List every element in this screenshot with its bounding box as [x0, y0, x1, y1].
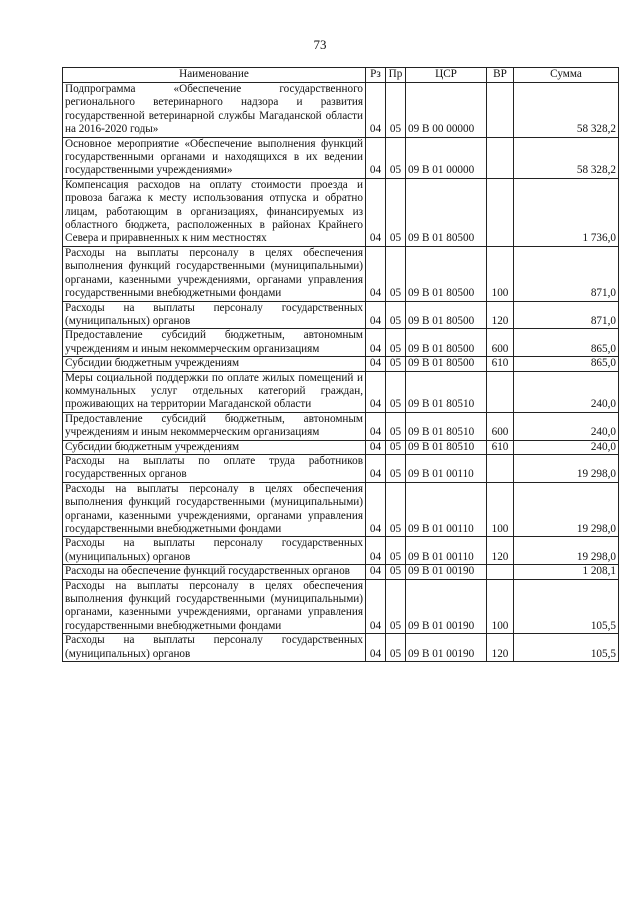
row-csr-cell: 09 В 01 80500: [406, 178, 487, 246]
row-sum-cell: 19 298,0: [514, 537, 619, 565]
row-vr-cell: 120: [487, 537, 514, 565]
row-rz-cell: 04: [366, 537, 386, 565]
table-row: [63, 329, 619, 357]
row-rz-cell: 04: [366, 579, 386, 634]
table-row: [63, 454, 619, 482]
row-csr-cell: 09 В 01 00000: [406, 137, 487, 178]
row-pr-cell: 05: [386, 482, 406, 537]
row-vr-cell: 610: [487, 440, 514, 454]
row-rz-cell: 04: [366, 454, 386, 482]
row-rz-cell: 04: [366, 246, 386, 301]
row-rz-cell: 04: [366, 634, 386, 662]
row-csr-cell: 09 В 01 00190: [406, 565, 487, 579]
row-rz-cell: 04: [366, 440, 386, 454]
row-sum-cell: 1 208,1: [514, 565, 619, 579]
row-rz-cell: 04: [366, 371, 386, 412]
row-vr-cell: 600: [487, 412, 514, 440]
table-row: [63, 178, 619, 246]
row-name-cell: Расходы на выплаты персоналу в целях обеспечения выполнения функций государственными (муниципальными) органами, казенными учреждениями, органами управления государственными внебюджетными фондами: [63, 246, 366, 301]
row-sum-cell: 58 328,2: [514, 137, 619, 178]
table-row: [63, 634, 619, 662]
table-row: [63, 537, 619, 565]
row-rz-cell: 04: [366, 301, 386, 329]
table-row: [63, 371, 619, 412]
header-rz: Рз: [366, 68, 386, 83]
row-sum-cell: 19 298,0: [514, 454, 619, 482]
row-name-cell: Подпрограмма «Обеспечение государственного регионального ветеринарного надзора и развития государственной ветеринарной службы Магаданской области на 2016-2020 годы»: [63, 83, 366, 138]
table-row: [63, 246, 619, 301]
row-pr-cell: 05: [386, 137, 406, 178]
row-sum-cell: 240,0: [514, 371, 619, 412]
row-rz-cell: 04: [366, 357, 386, 371]
row-name-cell: Расходы на выплаты персоналу государственных (муниципальных) органов: [63, 301, 366, 329]
row-name-cell: Компенсация расходов на оплату стоимости проезда и провоза багажа к месту использования отпуска и обратно лицам, работающим в организациях, финансируемых из областного бюджета, расположенных в районах Крайнего Севера и приравненных к ним местностях: [63, 178, 366, 246]
row-sum-cell: 865,0: [514, 357, 619, 371]
row-sum-cell: 58 328,2: [514, 83, 619, 138]
row-sum-cell: 105,5: [514, 579, 619, 634]
row-pr-cell: 05: [386, 454, 406, 482]
row-vr-cell: 100: [487, 579, 514, 634]
row-name-cell: Расходы на выплаты персоналу государственных (муниципальных) органов: [63, 537, 366, 565]
row-vr-cell: [487, 83, 514, 138]
row-sum-cell: 871,0: [514, 246, 619, 301]
row-vr-cell: [487, 137, 514, 178]
table-row: [63, 301, 619, 329]
row-name-cell: Расходы на выплаты персоналу государственных (муниципальных) органов: [63, 634, 366, 662]
table-header: [63, 68, 619, 83]
row-sum-cell: 240,0: [514, 440, 619, 454]
row-rz-cell: 04: [366, 412, 386, 440]
header-csr: ЦСР: [406, 68, 487, 83]
row-pr-cell: 05: [386, 329, 406, 357]
row-pr-cell: 05: [386, 178, 406, 246]
row-pr-cell: 05: [386, 83, 406, 138]
row-csr-cell: 09 В 00 00000: [406, 83, 487, 138]
row-pr-cell: 05: [386, 412, 406, 440]
row-csr-cell: 09 В 01 00110: [406, 454, 487, 482]
table-row: [63, 412, 619, 440]
page-number: 73: [313, 37, 327, 52]
row-sum-cell: 1 736,0: [514, 178, 619, 246]
row-pr-cell: 05: [386, 537, 406, 565]
header-name: Наименование: [63, 68, 366, 83]
row-vr-cell: 100: [487, 246, 514, 301]
row-vr-cell: 120: [487, 634, 514, 662]
row-csr-cell: 09 В 01 80500: [406, 246, 487, 301]
row-vr-cell: 610: [487, 357, 514, 371]
row-rz-cell: 04: [366, 329, 386, 357]
row-name-cell: Расходы на выплаты по оплате труда работников государственных органов: [63, 454, 366, 482]
row-vr-cell: 120: [487, 301, 514, 329]
row-csr-cell: 09 В 01 80510: [406, 440, 487, 454]
header-sum: Сумма: [514, 68, 619, 83]
row-pr-cell: 05: [386, 357, 406, 371]
row-csr-cell: 09 В 01 80500: [406, 301, 487, 329]
header-pr: Пр: [386, 68, 406, 83]
table-row: [63, 137, 619, 178]
row-vr-cell: [487, 371, 514, 412]
row-vr-cell: [487, 565, 514, 579]
row-name-cell: Меры социальной поддержки по оплате жилых помещений и коммунальных услуг отдельных категорий граждан, проживающих на территории Магаданской области: [63, 371, 366, 412]
table-row: [63, 440, 619, 454]
row-name-cell: Расходы на выплаты персоналу в целях обеспечения выполнения функций государственными (муниципальными) органами, казенными учреждениями, органами управления государственными внебюджетными фондами: [63, 482, 366, 537]
header-vr: ВР: [487, 68, 514, 83]
row-name-cell: Основное мероприятие «Обеспечение выполнения функций государственными органами и находящихся в их ведении государственными учреждениями»: [63, 137, 366, 178]
row-vr-cell: [487, 178, 514, 246]
row-csr-cell: 09 В 01 00110: [406, 537, 487, 565]
table-row: [63, 565, 619, 579]
row-name-cell: Субсидии бюджетным учреждениям: [63, 357, 366, 371]
row-pr-cell: 05: [386, 440, 406, 454]
row-pr-cell: 05: [386, 579, 406, 634]
row-rz-cell: 04: [366, 83, 386, 138]
row-vr-cell: 100: [487, 482, 514, 537]
row-csr-cell: 09 В 01 80500: [406, 329, 487, 357]
row-name-cell: Предоставление субсидий бюджетным, автономным учреждениям и иным некоммерческим организациям: [63, 329, 366, 357]
row-name-cell: Субсидии бюджетным учреждениям: [63, 440, 366, 454]
row-vr-cell: [487, 454, 514, 482]
row-name-cell: Предоставление субсидий бюджетным, автономным учреждениям и иным некоммерческим организациям: [63, 412, 366, 440]
row-sum-cell: 240,0: [514, 412, 619, 440]
table-row: [63, 482, 619, 537]
row-pr-cell: 05: [386, 634, 406, 662]
row-rz-cell: 04: [366, 178, 386, 246]
table-row: [63, 579, 619, 634]
row-pr-cell: 05: [386, 301, 406, 329]
row-csr-cell: 09 В 01 80500: [406, 357, 487, 371]
row-vr-cell: 600: [487, 329, 514, 357]
table-row: [63, 357, 619, 371]
row-pr-cell: 05: [386, 371, 406, 412]
row-csr-cell: 09 В 01 80510: [406, 371, 487, 412]
row-csr-cell: 09 В 01 00190: [406, 579, 487, 634]
row-csr-cell: 09 В 01 00110: [406, 482, 487, 537]
budget-table: [62, 67, 619, 662]
row-sum-cell: 105,5: [514, 634, 619, 662]
row-rz-cell: 04: [366, 565, 386, 579]
row-sum-cell: 19 298,0: [514, 482, 619, 537]
row-sum-cell: 865,0: [514, 329, 619, 357]
header-row: [63, 68, 619, 83]
table-row: [63, 83, 619, 138]
row-rz-cell: 04: [366, 482, 386, 537]
table-body: [63, 83, 619, 662]
row-name-cell: Расходы на выплаты персоналу в целях обеспечения выполнения функций государственными (муниципальными) органами, казенными учреждениями, органами управления государственными внебюджетными фондами: [63, 579, 366, 634]
row-sum-cell: 871,0: [514, 301, 619, 329]
row-pr-cell: 05: [386, 565, 406, 579]
row-csr-cell: 09 В 01 00190: [406, 634, 487, 662]
row-name-cell: Расходы на обеспечение функций государственных органов: [63, 565, 366, 579]
row-csr-cell: 09 В 01 80510: [406, 412, 487, 440]
row-rz-cell: 04: [366, 137, 386, 178]
row-pr-cell: 05: [386, 246, 406, 301]
